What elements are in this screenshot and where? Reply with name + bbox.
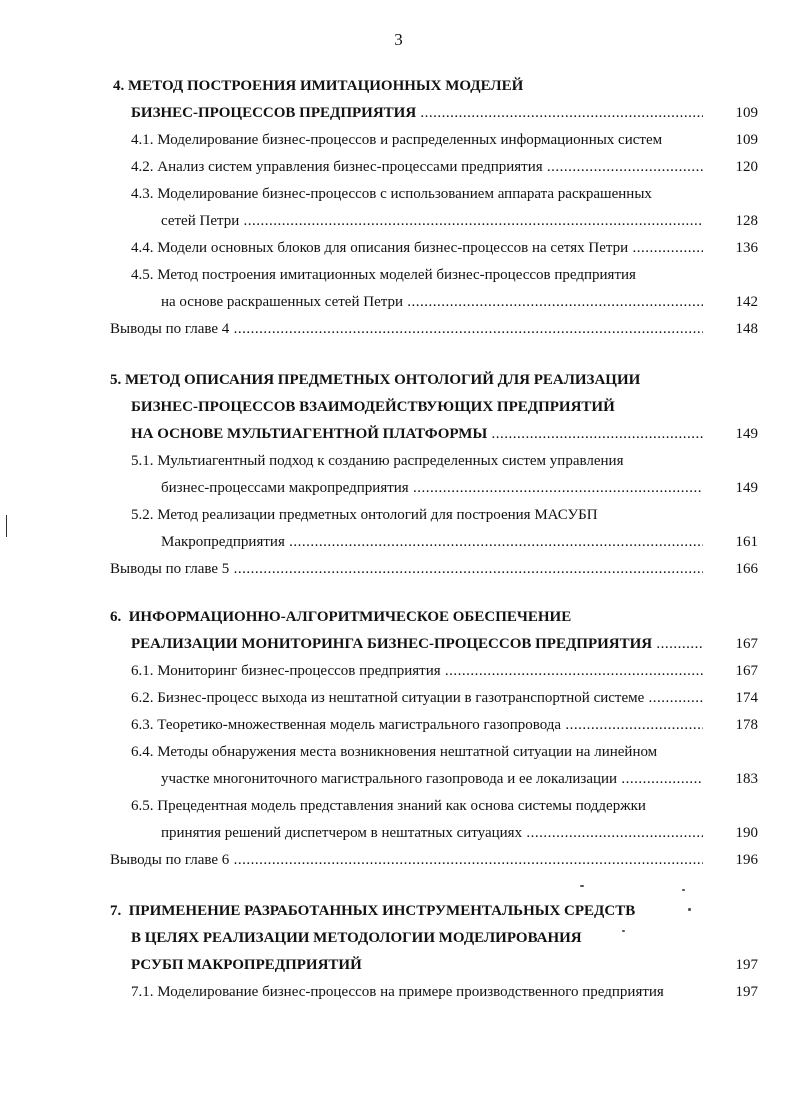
chapter-7-page: 197 bbox=[735, 957, 758, 973]
section-7-1-page: 197 bbox=[735, 984, 758, 1000]
toc-section-6-2 bbox=[0, 686, 797, 710]
toc-chapter-7-heading-cont bbox=[0, 926, 797, 950]
toc-chapter-4-heading-cont bbox=[0, 101, 797, 125]
section-6-4-title-line-2: участке многониточного магистрального газопровода и ее локализации ..... bbox=[161, 767, 703, 791]
section-6-1-page: 167 bbox=[735, 663, 758, 679]
section-4-1-title: 4.1. Моделирование бизнес-процессов и распределенных информационных систем bbox=[131, 132, 663, 148]
section-6-5-title-line-1: 6.5. Прецедентная модель представления знаний как основа системы поддержки bbox=[131, 798, 646, 814]
toc-section-6-3 bbox=[0, 713, 797, 737]
chapter-5-title-line-3: НА ОСНОВЕ МУЛЬТИАГЕНТНОЙ ПЛАТФОРМЫ ..... bbox=[131, 422, 703, 446]
toc-section-5-1-cont bbox=[0, 476, 797, 500]
section-6-2-title: 6.2. Бизнес-процесс выхода из нештатной ситуации в газотранспортной системе ..... bbox=[131, 686, 703, 710]
toc-section-6-4-cont bbox=[0, 767, 797, 791]
chapter-6-title-line-1: 6. ИНФОРМАЦИОННО-АЛГОРИТМИЧЕСКОЕ ОБЕСПЕЧЕНИЕ bbox=[110, 609, 572, 625]
section-4-3-title-line-2: сетей Петри ..... bbox=[161, 209, 703, 233]
section-5-2-page: 161 bbox=[735, 534, 758, 550]
chapter-4-title-line-2: БИЗНЕС-ПРОЦЕССОВ ПРЕДПРИЯТИЯ ..... bbox=[131, 101, 703, 125]
toc-chapter-5-heading-cont bbox=[0, 395, 797, 419]
chapter-6-summary-title: Выводы по главе 6 ..... bbox=[110, 848, 703, 872]
toc-section-4-5-cont bbox=[0, 290, 797, 314]
chapter-7-title-line-3: РСУБП МАКРОПРЕДПРИЯТИЙ bbox=[131, 957, 362, 973]
section-6-4-page: 183 bbox=[735, 771, 758, 787]
toc-chapter-7-heading bbox=[0, 899, 797, 923]
chapter-6-summary-page: 196 bbox=[735, 852, 758, 868]
chapter-4-title-line-1: 4. МЕТОД ПОСТРОЕНИЯ ИМИТАЦИОННЫХ МОДЕЛЕЙ bbox=[113, 78, 524, 94]
scan-speck bbox=[688, 908, 691, 911]
page-number: 3 bbox=[394, 30, 403, 49]
chapter-4-page: 109 bbox=[735, 105, 758, 121]
section-6-3-title: 6.3. Теоретико-множественная модель магистрального газопровода ..... bbox=[131, 713, 703, 737]
toc-section-6-5 bbox=[0, 794, 797, 818]
section-4-4-page: 136 bbox=[735, 240, 758, 256]
scan-speck bbox=[580, 885, 584, 887]
section-6-4-title-line-1: 6.4. Методы обнаружения места возникновения нештатной ситуации на линейном bbox=[131, 744, 658, 760]
section-6-3-page: 178 bbox=[735, 717, 758, 733]
chapter-4-summary-page: 148 bbox=[735, 321, 758, 337]
section-4-3-title-line-1: 4.3. Моделирование бизнес-процессов с использованием аппарата раскрашенных bbox=[131, 186, 652, 202]
chapter-5-title-line-2: БИЗНЕС-ПРОЦЕССОВ ВЗАИМОДЕЙСТВУЮЩИХ ПРЕДПРИЯТИЙ bbox=[131, 399, 615, 415]
toc-section-5-2 bbox=[0, 503, 797, 527]
scan-speck bbox=[682, 889, 685, 891]
section-4-5-title-line-2: на основе раскрашенных сетей Петри ..... bbox=[161, 290, 703, 314]
chapter-6-page: 167 bbox=[735, 636, 758, 652]
toc-chapter-7-heading-cont-2 bbox=[0, 953, 797, 977]
toc-chapter-4-heading bbox=[0, 74, 797, 98]
section-4-3-page: 128 bbox=[735, 213, 758, 229]
scan-margin-mark bbox=[6, 515, 7, 537]
toc-chapter-6-summary bbox=[0, 848, 797, 872]
toc-chapter-5-summary bbox=[0, 557, 797, 581]
section-5-1-page: 149 bbox=[735, 480, 758, 496]
chapter-5-title-line-1: 5. МЕТОД ОПИСАНИЯ ПРЕДМЕТНЫХ ОНТОЛОГИЙ ДЛЯ РЕАЛИЗАЦИИ bbox=[110, 372, 641, 388]
toc-chapter-4-summary bbox=[0, 317, 797, 341]
section-5-2-title-line-1: 5.2. Метод реализации предметных онтологий для построения МАСУБП bbox=[131, 507, 598, 523]
section-4-5-title-line-1: 4.5. Метод построения имитационных моделей бизнес-процессов предприятия bbox=[131, 267, 636, 283]
toc-section-6-4 bbox=[0, 740, 797, 764]
section-5-1-title-line-2: бизнес-процессами макропредприятия ..... bbox=[161, 476, 703, 500]
toc-section-6-1 bbox=[0, 659, 797, 683]
section-7-1-title: 7.1. Моделирование бизнес-процессов на примере производственного предприятия bbox=[131, 984, 664, 1000]
section-6-1-title: 6.1. Мониторинг бизнес-процессов предприятия ..... bbox=[131, 659, 703, 683]
toc-section-5-2-cont bbox=[0, 530, 797, 554]
toc-chapter-5-heading-cont-2 bbox=[0, 422, 797, 446]
toc-section-4-5 bbox=[0, 263, 797, 287]
section-6-5-page: 190 bbox=[735, 825, 758, 841]
toc-chapter-5-heading bbox=[0, 368, 797, 392]
scan-speck bbox=[622, 930, 625, 932]
chapter-5-summary-title: Выводы по главе 5 ..... bbox=[110, 557, 703, 581]
section-4-2-title: 4.2. Анализ систем управления бизнес-процессами предприятия ..... bbox=[131, 155, 703, 179]
chapter-5-summary-page: 166 bbox=[735, 561, 758, 577]
toc-chapter-6-heading bbox=[0, 605, 797, 629]
section-4-5-page: 142 bbox=[735, 294, 758, 310]
section-6-2-page: 174 bbox=[735, 690, 758, 706]
section-4-1-page: 109 bbox=[735, 132, 758, 148]
toc-section-7-1 bbox=[0, 980, 797, 1004]
section-5-2-title-line-2: Макропредприятия ..... bbox=[161, 530, 703, 554]
section-5-1-title-line-1: 5.1. Мультиагентный подход к созданию распределенных систем управления bbox=[131, 453, 624, 469]
section-4-4-title: 4.4. Модели основных блоков для описания бизнес-процессов на сетях Петри ..... bbox=[131, 236, 703, 260]
chapter-4-summary-title: Выводы по главе 4 ..... bbox=[110, 317, 703, 341]
toc-chapter-6-heading-cont bbox=[0, 632, 797, 656]
toc-section-4-4 bbox=[0, 236, 797, 260]
section-4-2-page: 120 bbox=[735, 159, 758, 175]
toc-section-4-3-cont bbox=[0, 209, 797, 233]
chapter-6-title-line-2: РЕАЛИЗАЦИИ МОНИТОРИНГА БИЗНЕС-ПРОЦЕССОВ ПРЕДПРИЯТИЯ ..... bbox=[131, 632, 703, 656]
toc-section-5-1 bbox=[0, 449, 797, 473]
toc-section-6-5-cont bbox=[0, 821, 797, 845]
chapter-5-page: 149 bbox=[735, 426, 758, 442]
chapter-7-title-line-2: В ЦЕЛЯХ РЕАЛИЗАЦИИ МЕТОДОЛОГИИ МОДЕЛИРОВАНИЯ bbox=[131, 930, 582, 946]
toc-section-4-1 bbox=[0, 128, 797, 152]
chapter-7-title-line-1: 7. ПРИМЕНЕНИЕ РАЗРАБОТАННЫХ ИНСТРУМЕНТАЛЬНЫХ СРЕДСТВ bbox=[110, 903, 636, 919]
toc-section-4-3 bbox=[0, 182, 797, 206]
toc-section-4-2 bbox=[0, 155, 797, 179]
section-6-5-title-line-2: принятия решений диспетчером в нештатных ситуациях ..... bbox=[161, 821, 703, 845]
